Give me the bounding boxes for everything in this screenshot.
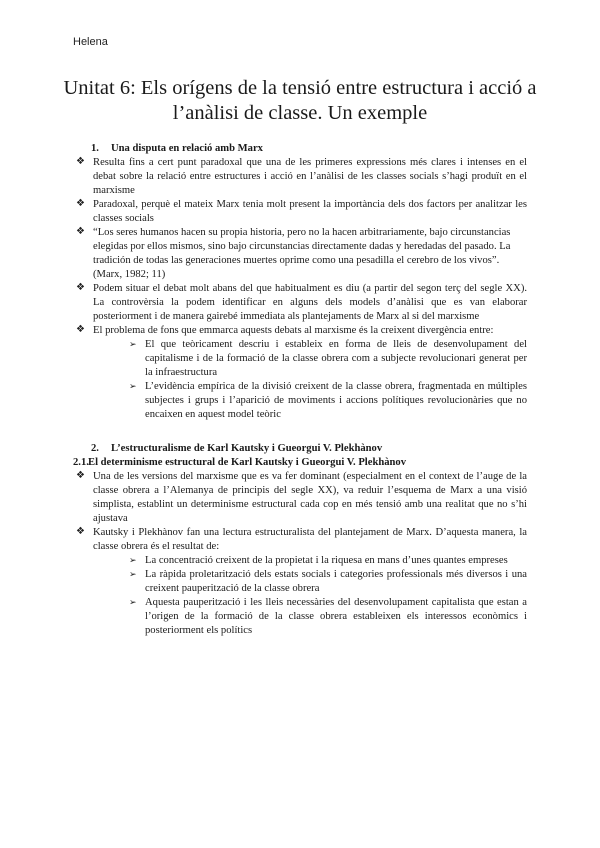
list-item [76,282,527,324]
section-2-heading [0,442,600,456]
arrow-bullet-icon: ➢ [129,598,137,608]
list-item-text: Podem situar el debat molt abans del que habitualment es diu (a partir del segon terç del segle XX). La controvèrsia la podem identificar en alguns dels models d’anàlisi que es van elaborar posteriorment i de manera gairebé immediata als plantejaments de Marx al si del marxisme [93,283,527,322]
list-item [76,156,527,198]
diamond-bullet-icon: ❖ [76,226,85,237]
arrow-bullet-icon: ➢ [129,570,137,580]
sub-list-item [129,338,527,380]
diamond-bullet-icon: ❖ [76,470,85,481]
list-item-text: Paradoxal, perquè el mateix Marx tenia molt present la importància dels dos factors per analitzar les classes socials [93,199,527,224]
list-item [76,526,527,554]
sub-list-item-text: Aquesta pauperització i les lleis necessàries del desenvolupament capitalista que estan a l’origen de la formació de la classe obrera estableixen els interessos econòmics i posteriorment els polítics [145,597,527,636]
list-item [76,324,527,338]
diamond-bullet-icon: ❖ [76,282,85,293]
section-number: 1. [91,143,99,154]
section-title: L’estructuralisme de Karl Kautsky i Gueorgui V. Plekhànov [111,443,383,454]
list-item [76,226,527,282]
sub-list-item-text: L’evidència empírica de la divisió creixent de la classe obrera, fragmentada en múltiples subjectes i grups i l’aparició de moviments i accions polítiques revolucionàries que no encaixen en aquest model teòric [145,381,527,420]
section-title: Una disputa en relació amb Marx [111,143,263,154]
list-item-text: El problema de fons que emmarca aquests debats al marxisme és la creixent divergència entre: [93,325,494,336]
document-body [0,142,600,638]
arrow-bullet-icon: ➢ [129,340,137,350]
sub-list-item [129,568,527,596]
diamond-bullet-icon: ❖ [76,198,85,209]
page-title: Unitat 6: Els orígens de la tensió entre estructura i acció a l’anàlisi de classe. Un exemple [63,77,537,124]
list-item-text: Resulta fins a cert punt paradoxal que una de les primeres expressions més clares i intenses en el debat sobre la relació entre estructures i acció en l’anàlisi de les classes socials s’hagi produït en el marxisme [93,157,527,196]
author-name: Helena [73,36,108,48]
sub-list-item-text: El que teòricament descriu i estableix en forma de lleis de desenvolupament del capitalisme i de la formació de la classe obrera com a subjecte revolucionari generat per la infraestructura [145,339,527,378]
diamond-bullet-icon: ❖ [76,156,85,167]
section-number: 2.1. [73,457,89,468]
section-1-list [0,156,600,422]
diamond-bullet-icon: ❖ [76,526,85,537]
section-title: El determinisme estructural de Karl Kautsky i Gueorgui V. Plekhànov [88,457,407,468]
sub-list-item [129,596,527,638]
list-item-text: Una de les versions del marxisme que es va fer dominant (especialment en el context de l’auge de la classe obrera a l’Alemanya de principis del segle XX), va reduir l’esquema de Marx a una visió simplista, establint un determinisme estructural cada cop en més tensió amb una realitat que no s’hi ajustava [93,471,527,524]
section-1-heading [0,142,600,156]
arrow-bullet-icon: ➢ [129,382,137,392]
section-2-1-heading [0,456,600,470]
sub-list-item [129,554,527,568]
list-item-text: Kautsky i Plekhànov fan una lectura estructuralista del plantejament de Marx. D’aquesta manera, la classe obrera és el resultat de: [93,527,527,552]
sub-list-item-text: La ràpida proletarització dels estats socials i categories professionals més diversos i una creixent pauperització de la classe obrera [145,569,527,594]
arrow-bullet-icon: ➢ [129,556,137,566]
section-number: 2. [91,443,99,454]
sub-list-item [129,380,527,422]
list-item [76,198,527,226]
section-2-1-list [0,470,600,638]
list-item [76,470,527,526]
diamond-bullet-icon: ❖ [76,324,85,335]
sub-list-item-text: La concentració creixent de la propietat i la riquesa en mans d’unes quantes empreses [145,555,508,566]
list-item-text: “Los seres humanos hacen su propia historia, pero no la hacen arbitrariamente, bajo circunstancias elegidas por ellos mismos, sino bajo circunstancias directamente dadas y heredadas del pasado. La tradición de todas las generaciones muertes oprime como una pesadilla el cerebro de los vivos”. (Marx, 1982; 11) [93,227,511,280]
